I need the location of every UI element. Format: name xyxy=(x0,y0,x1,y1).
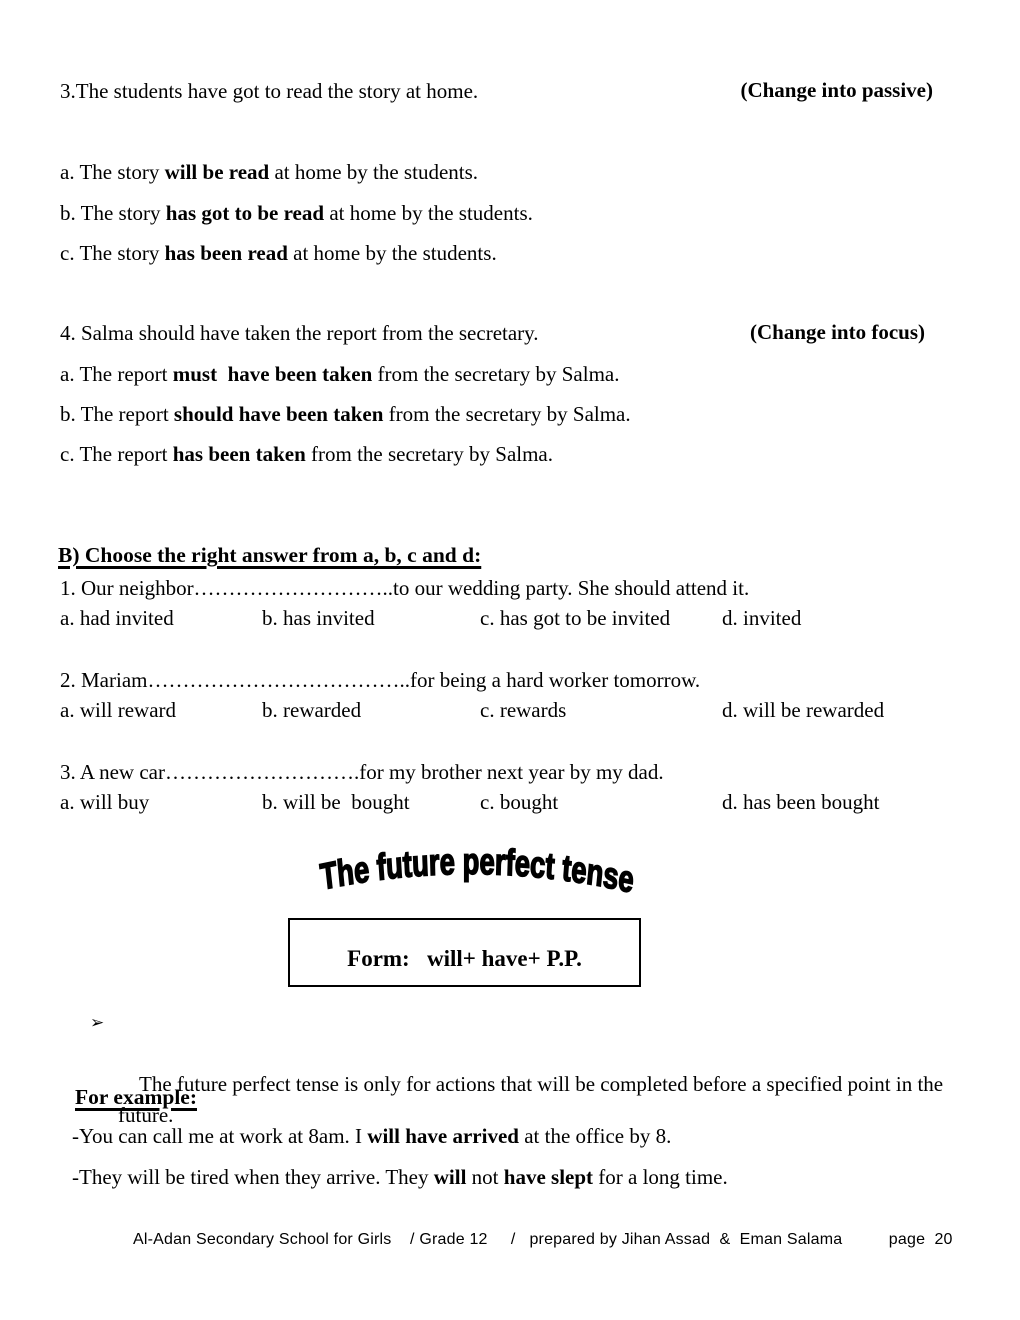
question-3-header: 3.The students have got to read the story at home. xyxy=(60,79,479,103)
svg-text:The future perfect tense xyxy=(318,845,636,901)
question-3-option-b: b. The story has got to be read at home by the students. xyxy=(60,201,533,225)
example-1: -You can call me at work at 8am. I will have arrived at the office by 8. xyxy=(72,1124,672,1148)
question-4-option-b: b. The report should have been taken from the secretary by Salma. xyxy=(60,402,631,426)
section-b-q2-options xyxy=(60,698,970,723)
note-text: The future perfect tense is only for actions that will be completed before a specified point in the future. xyxy=(118,1072,949,1127)
option-b: b. will be bought xyxy=(262,790,410,814)
option-a: a. will reward xyxy=(60,698,177,722)
question-4-instruction: (Change into focus) xyxy=(749,320,925,344)
option-d: d. will be rewarded xyxy=(722,698,885,722)
future-perfect-wordart-title xyxy=(272,845,684,917)
section-b-heading: B) Choose the right answer from a, b, c and d: xyxy=(58,543,482,567)
question-4-option-c: c. The report has been taken from the secretary by Salma. xyxy=(60,442,554,466)
option-d: d. has been bought xyxy=(722,790,880,814)
option-c: c. rewards xyxy=(480,698,567,722)
question-4-header: 4. Salma should have taken the report from the secretary. xyxy=(60,321,539,345)
option-a: a. will buy xyxy=(60,790,150,814)
arrow-bullet-icon: ➢ xyxy=(90,1013,105,1033)
option-c: c. has got to be invited xyxy=(480,606,671,630)
section-b-q2-prompt: 2. Mariam………………………………..for being a hard worker tomorrow. xyxy=(60,668,701,692)
section-b-q3-prompt: 3. A new car……………………….for my brother next year by my dad. xyxy=(60,760,664,784)
example-2: -They will be tired when they arrive. They will not have slept for a long time. xyxy=(72,1165,728,1189)
option-d: d. invited xyxy=(722,606,802,630)
section-b-q1-options xyxy=(60,606,970,631)
question-4-option-a: a. The report must have been taken from the secretary by Salma. xyxy=(60,362,620,386)
question-3-option-c: c. The story has been read at home by the students. xyxy=(60,241,497,265)
form-box xyxy=(288,918,641,987)
section-b-q1-prompt: 1. Our neighbor………………………..to our wedding party. She should attend it. xyxy=(60,576,750,600)
form-rule-text: Form: will+ have+ P.P. xyxy=(347,945,582,971)
question-3-instruction: (Change into passive) xyxy=(740,78,933,102)
option-b: b. has invited xyxy=(262,606,375,630)
wordart-text: The future perfect tense xyxy=(318,845,637,901)
option-b: b. rewarded xyxy=(262,698,362,722)
option-a: a. had invited xyxy=(60,606,174,630)
question-3-option-a: a. The story will be read at home by the students. xyxy=(60,160,479,184)
page-footer: Al-Adan Secondary School for Girls / Grade 12 / prepared by Jihan Assad & Eman Salama page 20 xyxy=(133,1231,953,1248)
section-b-q3-options xyxy=(60,790,970,815)
for-example-heading: For example: xyxy=(75,1085,197,1109)
option-c: c. bought xyxy=(480,790,559,814)
